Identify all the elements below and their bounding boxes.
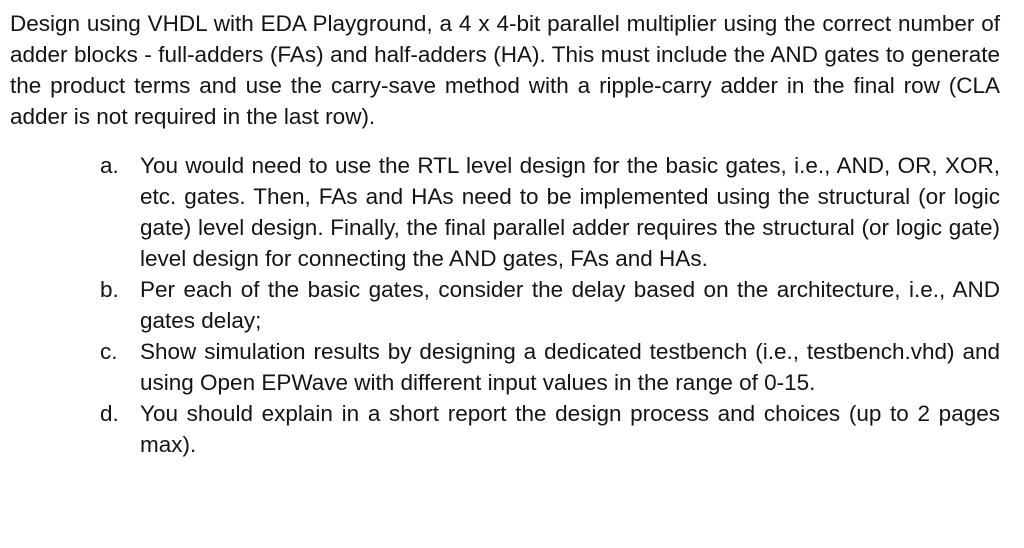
task-list bbox=[10, 150, 1000, 460]
task-item-a bbox=[100, 150, 1000, 274]
task-marker: c. bbox=[100, 339, 118, 364]
assignment-intro: Design using VHDL with EDA Playground, a 4 x 4-bit parallel multiplier using the correct number of adder blocks - full-adders (FAs) and half-adders (HA). This must include the AND gates to generate the product terms and use the carry-save method with a ripple-carry adder in the final row (CLA adder is not required in the last row). bbox=[10, 11, 1000, 129]
task-item-b bbox=[100, 274, 1000, 336]
task-text: You would need to use the RTL level design for the basic gates, i.e., AND, OR, XOR, etc. gates. Then, FAs and HAs need to be implemented using the structural (or logic gate) level design. Finally, the final parallel adder requires the structural (or logic gate) level design for connecting the AND gates, FAs and HAs. bbox=[140, 153, 1000, 271]
task-text: Per each of the basic gates, consider the delay based on the architecture, i.e., AND gates delay; bbox=[140, 277, 1000, 333]
task-item-d bbox=[100, 398, 1000, 460]
task-text: Show simulation results by designing a dedicated testbench (i.e., testbench.vhd) and using Open EPWave with different input values in the range of 0-15. bbox=[140, 339, 1000, 395]
task-marker: a. bbox=[100, 153, 119, 178]
task-item-c bbox=[100, 336, 1000, 398]
task-marker: d. bbox=[100, 401, 119, 426]
task-text: You should explain in a short report the design process and choices (up to 2 pages max). bbox=[140, 401, 1000, 457]
task-marker: b. bbox=[100, 277, 119, 302]
